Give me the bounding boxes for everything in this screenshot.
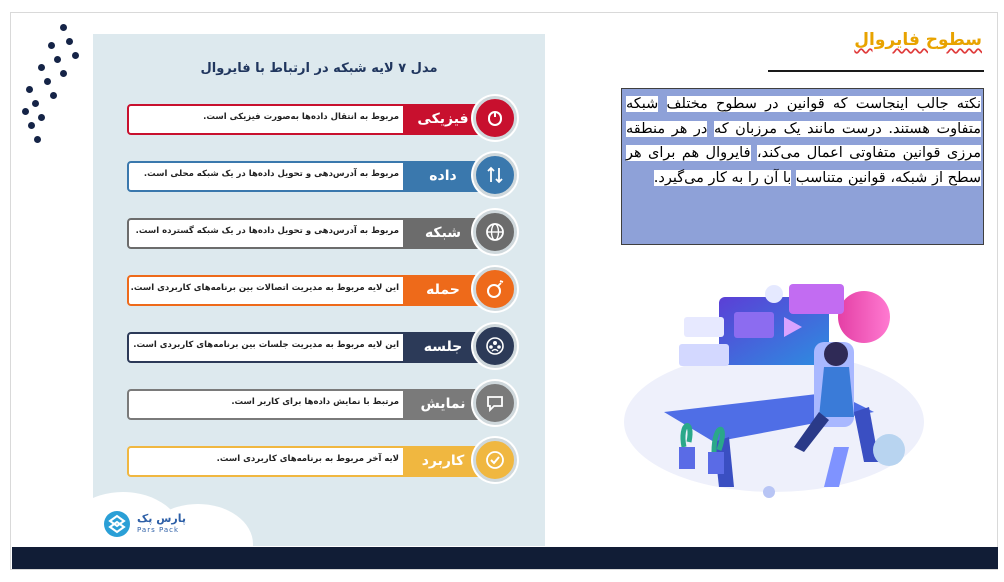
decorative-dot (38, 64, 45, 71)
infographic-panel (93, 34, 545, 546)
decorative-dot (54, 56, 61, 63)
decorative-dot (50, 92, 57, 99)
layer-label: حمله (403, 275, 483, 306)
layer-description: مربوط به آدرس‌دهی و تحویل داده‌ها در یک شبکه محلی است. (143, 169, 399, 179)
layer-row (127, 379, 511, 423)
paragraph-line: نکته جالب اینجاست که قوانین در سطوح مختلف (666, 96, 981, 112)
decorative-dot (48, 42, 55, 49)
layer-label: فیزیکی (403, 104, 483, 135)
decorative-dot (28, 122, 35, 129)
layer-description: این لایه مربوط به مدیریت جلسات بین برنامه‌های کاربردی است. (133, 340, 399, 350)
layer-description: مرتبط با نمایش داده‌ها برای کاربر است. (231, 397, 399, 407)
developer-illustration (624, 272, 954, 517)
layer-label: نمایش (403, 389, 483, 420)
layer-row (127, 94, 511, 138)
layer-row (127, 265, 511, 309)
logo-icon (103, 510, 131, 538)
footer-bar (12, 547, 998, 569)
layer-description-box (127, 161, 409, 192)
layer-description-box (127, 389, 409, 420)
layer-label: شبکه (403, 218, 483, 249)
decorative-dot (72, 52, 79, 59)
decorative-dot (60, 70, 67, 77)
layer-row (127, 208, 511, 252)
layer-label: جلسه (403, 332, 483, 363)
slide-title: سطوح فایروال (854, 30, 982, 50)
paragraph-text (626, 92, 981, 190)
decorative-dot (60, 24, 67, 31)
infographic-title: مدل ۷ لایه شبکه در ارتباط با فایروال (200, 61, 438, 76)
group-icon (473, 324, 517, 368)
layer-label: کاربرد (403, 446, 483, 477)
decorative-dot (38, 114, 45, 121)
layer-row (127, 436, 511, 480)
layer-row (127, 151, 511, 195)
decorative-dots (18, 20, 80, 145)
layer-label: داده (403, 161, 483, 192)
paragraph-line: با آن را به کار می‌گیرد. (653, 169, 792, 186)
decorative-dot (22, 108, 29, 115)
paragraph-box[interactable] (621, 88, 984, 245)
logo-name: پارس پک (137, 512, 186, 525)
logo-latin: Pars Pack (137, 526, 180, 534)
layer-description: لایه آخر مربوط به برنامه‌های کاربردی است. (216, 454, 399, 464)
layer-description-box (127, 104, 409, 135)
check-circle-icon (473, 438, 517, 482)
up-down-arrows-icon (473, 153, 517, 197)
pars-pack-logo (103, 510, 223, 540)
decorative-dot (66, 38, 73, 45)
mouse-icon (473, 96, 517, 140)
bomb-icon (473, 267, 517, 311)
decorative-dot (26, 86, 33, 93)
paragraph-line: فایروال هم برای هر سطح از شبکه، قوانین متناسب (626, 145, 981, 186)
decorative-dot (32, 100, 39, 107)
paragraph-line: شبکه متفاوت هستند. درست مانند یک مرزبان که (626, 96, 981, 137)
paragraph-line: در هر منطقه مرزی قوانین متفاوتی اعمال می‌کند، (626, 120, 981, 161)
layer-description-box (127, 446, 409, 477)
layer-description: این لایه مربوط به مدیریت اتصالات بین برنامه‌های کاربردی است. (130, 283, 399, 293)
decorative-dot (44, 78, 51, 85)
layer-description: مربوط به انتقال داده‌ها به‌صورت فیزیکی است. (203, 112, 399, 122)
layer-description-box (127, 275, 409, 306)
layer-description-box (127, 332, 409, 363)
title-underline-rule (768, 70, 984, 72)
layer-description: مربوط به آدرس‌دهی و تحویل داده‌ها در یک شبکه گسترده است. (135, 226, 399, 236)
decorative-dot (34, 136, 41, 143)
layer-description-box (127, 218, 409, 249)
layer-row (127, 322, 511, 366)
globe-icon (473, 210, 517, 254)
chat-bubble-icon (473, 381, 517, 425)
